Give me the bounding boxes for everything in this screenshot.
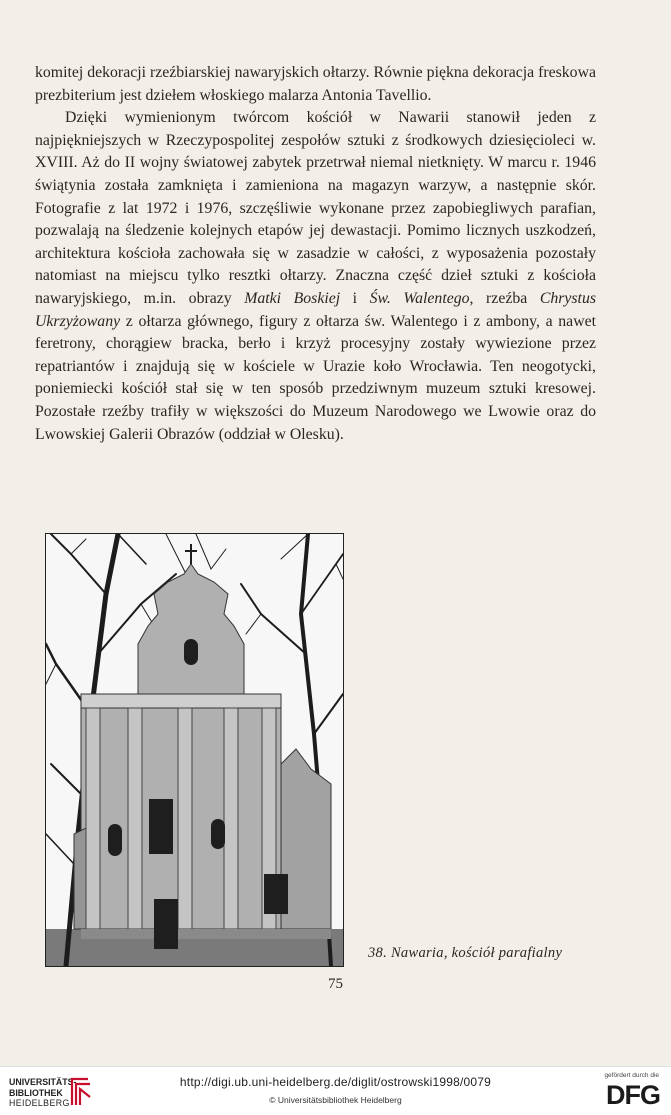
paragraph-1: komitej dekoracji rzeźbiarskiej nawaryjskich ołtarzy. Równie piękna dekoracja freskowa prezbiterium jest dziełem włoskiego malarza Antonia Tavellio. [35, 64, 596, 104]
library-name-line2: BIBLIOTHEK [9, 1087, 63, 1098]
paragraph-2-part-a: Dzięki wymienionym twórcom kościół w Nawarii stanowił jeden z najpiękniejszych w Rzeczypospolitej zespołów sztuki z środkowych dziesięcioleci w. XVIII. Aż do II wojny światowej zabytek przetrwał niemal nietknięty. W marcu r. 1946 świątynia została zamknięta i zamieniona na magazyn warzyw, a następnie skór. Fotografie z lat 1972 i 1976, szczęśliwie wykonane przez zapobiegliwych parafian, pozwalają na śledzenie kolejnych etapów jej dewastacji. Pomimo licznych uszkodzeń, architektura kościoła zachowała się w zasadzie w całości, z wyposażenia pozostały natomiast na miejscu tylko resztki ołtarzy. Znaczna część dzieł sztuki z kościoła nawaryjskiego, m.in. obrazy [35, 109, 596, 307]
figure-caption: 38. Nawaria, kościół parafialny [368, 945, 563, 961]
funded-by-label: gefördert durch die [604, 1072, 659, 1079]
copyright-notice: © Universitätsbibliothek Heidelberg [269, 1095, 402, 1105]
artwork-title-matki-boskiej: Matki Boskiej [244, 289, 341, 307]
church-photograph [45, 533, 344, 967]
viewer-footer [0, 1066, 671, 1115]
artwork-title-sw-walentego: Św. Walentego [369, 289, 470, 307]
page-number: 75 [328, 976, 343, 992]
artwork-title-chrystus: Chrystus Ukrzyżowany [35, 289, 596, 330]
library-name-line3: HEIDELBERG [9, 1098, 70, 1108]
body-text [35, 62, 596, 446]
paragraph-2 [35, 107, 596, 446]
paragraph-2-part-b: i [340, 289, 370, 307]
digitization-url-link[interactable]: http://digi.ub.uni-heidelberg.de/diglit/ostrowski1998/0079 [179, 1075, 492, 1089]
dfg-logo[interactable]: DFG [606, 1080, 660, 1110]
library-name-line1: UNIVERSITÄTS- [9, 1077, 77, 1087]
church-illustration [46, 534, 343, 966]
paragraph-2-part-c: , rzeźba [469, 289, 540, 307]
paragraph-2-part-d: z ołtarza głównego, figury z ołtarza św. Walentego i z ambony, a nawet feretrony, chorągiew bracka, berło i krzyż procesyjny zostały wywiezione przez repatriantów i znajdują się w kościele w Urazie koło Wrocławia. Ten neogotycki, poniemiecki kościół stał się w ten sposób przedziwnym muzeum sztuki kresowej. Pozostałe rzeźby trafiły w większości do Muzeum Narodowego we Lwowie oraz do Lwowskiej Galerii Obrazów (oddział w Olesku). [35, 312, 596, 443]
